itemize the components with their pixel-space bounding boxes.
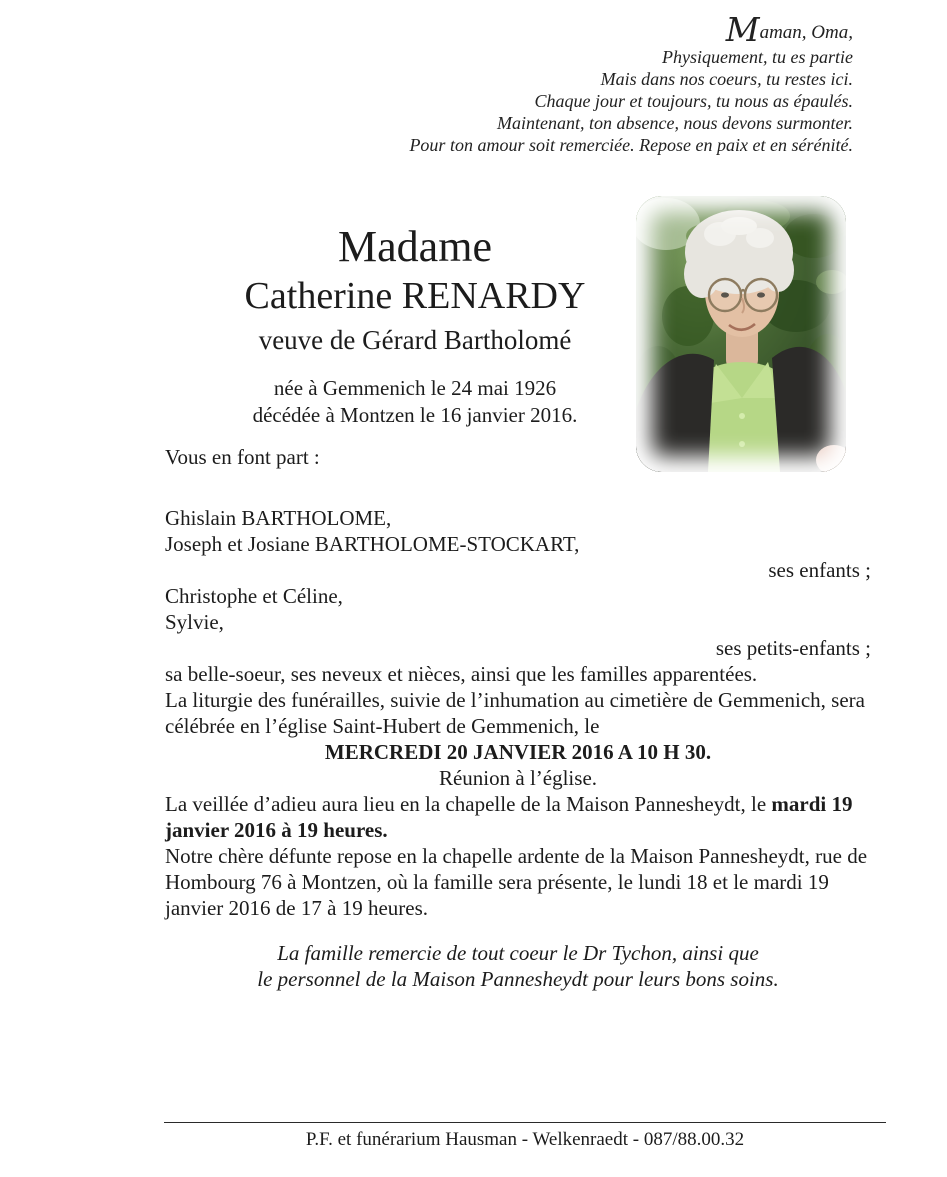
decorative-initial: M — [725, 10, 760, 49]
meeting-line: Réunion à l’église. — [438, 766, 598, 790]
epigraph-lead-line — [409, 10, 853, 49]
epigraph-line: Mais dans nos coeurs, tu restes ici. — [600, 69, 853, 89]
children-label: ses enfants ; — [768, 558, 871, 582]
deceased-name: Catherine RENARDY — [244, 275, 586, 318]
birth-line: née à Gemmenich le 24 mai 1926 — [273, 375, 557, 400]
thanks-line: le personnel de la Maison Pannesheydt pour leurs bons soins. — [257, 967, 779, 991]
children-names — [165, 505, 871, 557]
family-name-line: Sylvie, — [165, 610, 224, 634]
deceased-honorific: Madame — [338, 222, 492, 271]
announcement-intro: Vous en font part : — [165, 445, 320, 469]
deceased-title-block — [165, 222, 665, 427]
relatives-line: sa belle-soeur, ses neveux et nièces, ainsi que les familles apparentées. — [165, 662, 758, 686]
footer-divider — [164, 1122, 886, 1123]
family-name-line: Joseph et Josiane BARTHOLOME-STOCKART, — [165, 532, 580, 556]
portrait-illustration — [636, 196, 846, 472]
family-name-line: Christophe et Céline, — [165, 584, 343, 608]
thanks-block — [165, 940, 871, 992]
epigraph-lead-rest: aman, Oma, — [759, 22, 853, 43]
grandchildren-label: ses petits-enfants ; — [715, 636, 871, 660]
epigraph-line: Physiquement, tu es partie — [662, 47, 853, 67]
widow-line: veuve de Gérard Bartholomé — [258, 325, 572, 356]
epigraph-poem — [409, 10, 853, 156]
epigraph-line: Pour ton amour soit remerciée. Repose en paix et en sérénité. — [409, 135, 853, 155]
repose-paragraph: Notre chère défunte repose en la chapelle ardente de la Maison Pannesheydt, rue de Hombourg 76 à Montzen, où la famille sera présente, le lundi 18 et le mardi 19 janvier 2016 de 17 à 19 heures. — [165, 844, 868, 920]
liturgy-paragraph: La liturgie des funérailles, suivie de l’inhumation au cimetière de Gemmenich, sera célébrée en l’église Saint-Hubert de Gemmenich, le — [165, 688, 865, 738]
portrait-photo — [636, 196, 846, 472]
funeral-home-footer: P.F. et funérarium Hausman - Welkenraedt - 087/88.00.32 — [305, 1129, 745, 1150]
vigil-text: La veillée d’adieu aura lieu en la chapelle de la Maison Pannesheydt, le — [165, 792, 772, 816]
epigraph-line: Maintenant, ton absence, nous devons surmonter. — [497, 113, 853, 133]
thanks-line: La famille remercie de tout coeur le Dr Tychon, ainsi que — [277, 941, 759, 965]
vigil-date-bold: mardi 19 janvier 2016 à 19 heures. — [165, 792, 853, 842]
vigil-paragraph — [165, 791, 871, 843]
grandchildren-names — [165, 583, 871, 635]
funeral-date-line: MERCREDI 20 JANVIER 2016 A 10 H 30. — [324, 740, 712, 764]
announcement-body — [165, 444, 871, 992]
family-name-line: Ghislain BARTHOLOME, — [165, 506, 392, 530]
epigraph-line: Chaque jour et toujours, tu nous as épaulés. — [534, 91, 853, 111]
death-line: décédée à Montzen le 16 janvier 2016. — [252, 402, 578, 427]
